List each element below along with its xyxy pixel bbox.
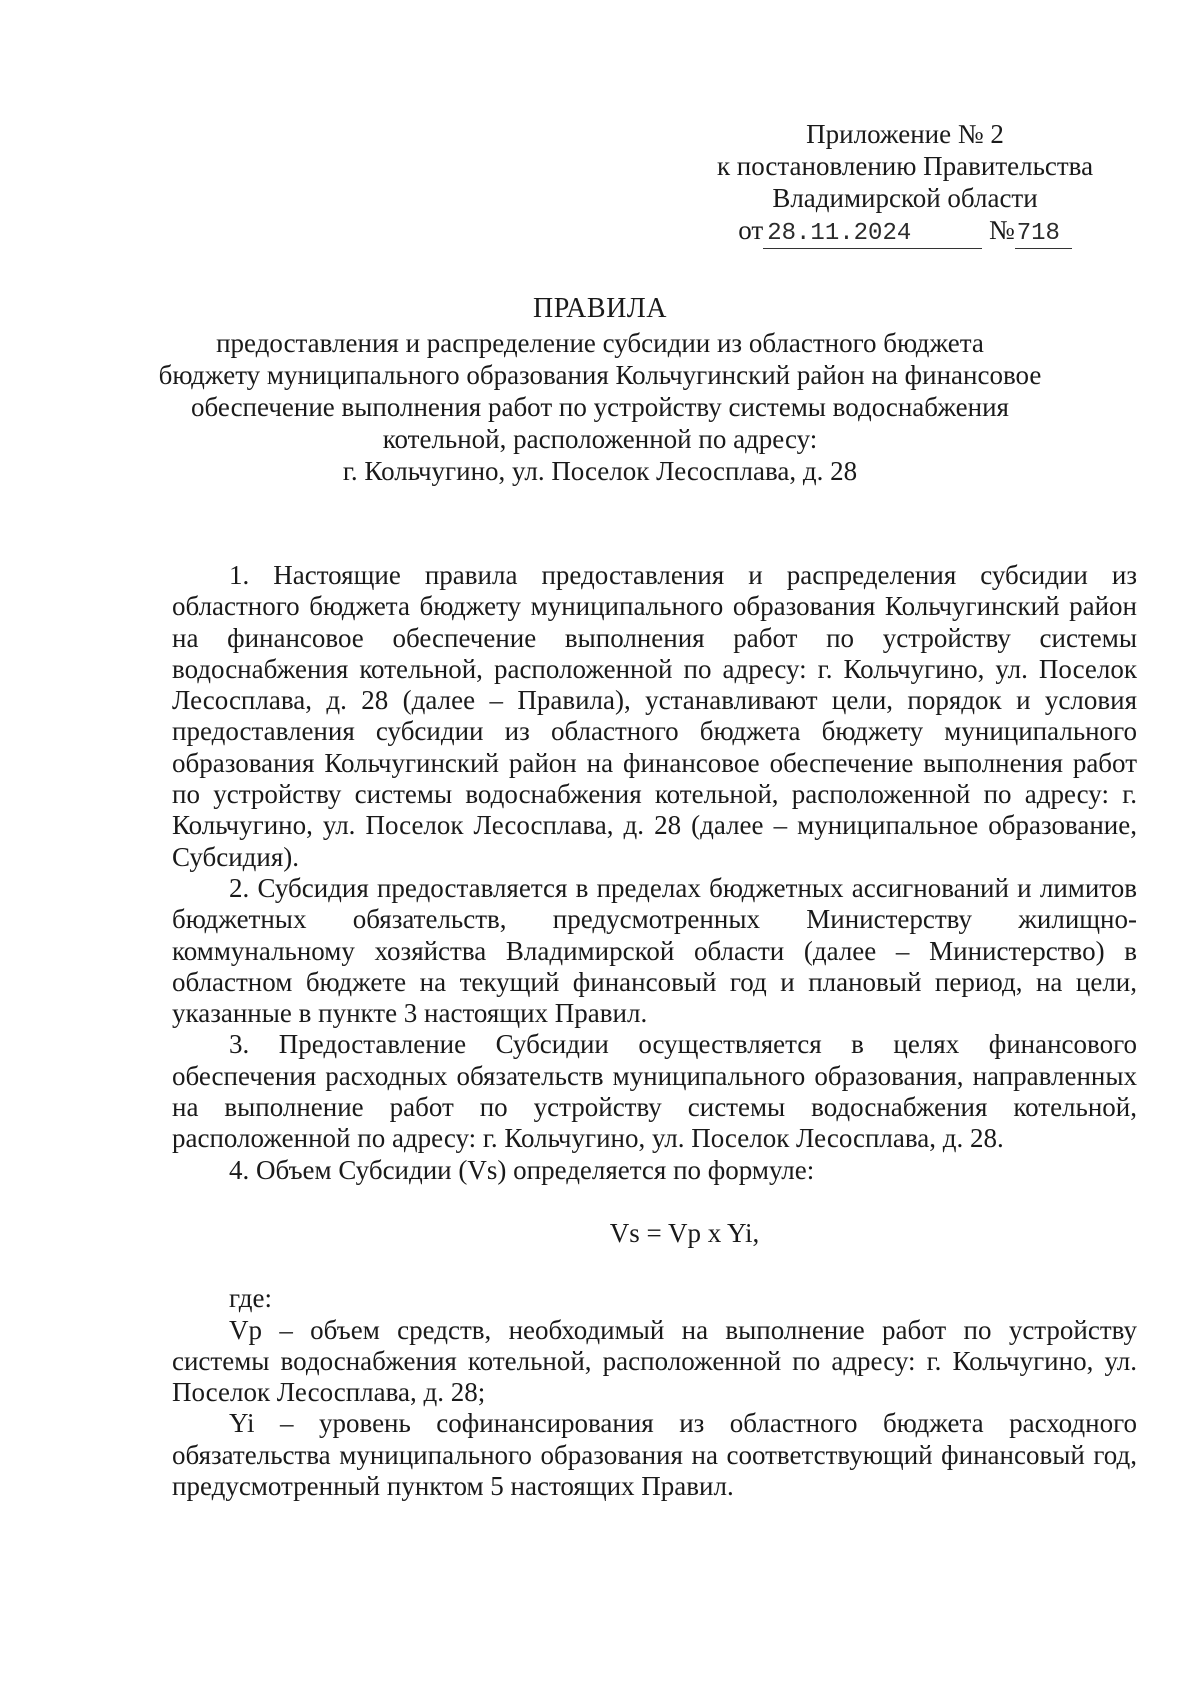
number-sign: № <box>988 215 1015 245</box>
document-subtitle <box>150 327 1050 487</box>
document-title: ПРАВИЛА <box>532 293 668 324</box>
date-prefix: от <box>738 215 764 245</box>
definition-vp: Vp – объем средств, необходимый на выполнение работ по устройству системы водоснабжения котельной, расположенной по адресу: г. Кольчугино, ул. Поселок Лесосплава, д. 28; <box>172 1314 1137 1408</box>
decree-number: 718 <box>1015 220 1072 249</box>
document-body <box>172 560 1137 1502</box>
subtitle-line: бюджету муниципального образования Кольчугинский район на финансовое <box>158 360 1042 390</box>
paragraph-4: 4. Объем Субсидии (Vs) определяется по формуле: <box>229 1154 815 1185</box>
appendix-number: Приложение № 2 <box>806 119 1004 149</box>
appendix-header <box>690 118 1120 249</box>
subtitle-line: обеспечение выполнения работ по устройству системы водоснабжения <box>191 392 1009 422</box>
appendix-reference: к постановлению Правительства <box>716 151 1094 181</box>
subtitle-line: котельной, расположенной по адресу: <box>382 424 818 454</box>
paragraph-1: 1. Настоящие правила предоставления и распределения субсидии из областного бюджета бюджету муниципального образования Кольчугинский район на финансовое обеспечение выполнения работ по устройству системы водоснабжения котельной, расположенной по адресу: г. Кольчугино, ул. Поселок Лесосплава, д. 28 (далее – Правила), устанавливают цели, порядок и условия предоставления субсидии из областного бюджета бюджету муниципального образования Кольчугинский район на финансовое обеспечение выполнения работ по устройству системы водоснабжения котельной, расположенной по адресу: г. Кольчугино, ул. Поселок Лесосплава, д. 28 (далее – муниципальное образование, Субсидия). <box>172 560 1137 872</box>
subtitle-line: предоставления и распределение субсидии из областного бюджета <box>216 328 984 358</box>
where-label: где: <box>229 1283 272 1314</box>
subsidy-formula: Vs = Vp x Yi, <box>609 1217 760 1248</box>
decree-date: 28.11.2024 <box>763 220 982 249</box>
paragraph-2: 2. Субсидия предоставляется в пределах бюджетных ассигнований и лимитов бюджетных обязательств, предусмотренных Министерству жилищно-коммунальному хозяйства Владимирской области (далее – Министерство) в областном бюджете на текущий финансовый год и плановый период, на цели, указанные в пункте 3 настоящих Правил. <box>172 872 1137 1029</box>
appendix-region: Владимирской области <box>772 183 1038 213</box>
subtitle-line: г. Кольчугино, ул. Поселок Лесосплава, д. 28 <box>342 456 858 486</box>
decree-date-line <box>690 214 1120 249</box>
definition-yi: Yi – уровень софинансирования из областного бюджета расходного обязательства муниципального образования на соответствующий финансовый год, предусмотренный пунктом 5 настоящих Правил. <box>172 1408 1137 1502</box>
paragraph-3: 3. Предоставление Субсидии осуществляется в целях финансового обеспечения расходных обязательств муниципального образования, направленных на выполнение работ по устройству системы водоснабжения котельной, расположенной по адресу: г. Кольчугино, ул. Поселок Лесосплава, д. 28. <box>172 1029 1137 1154</box>
